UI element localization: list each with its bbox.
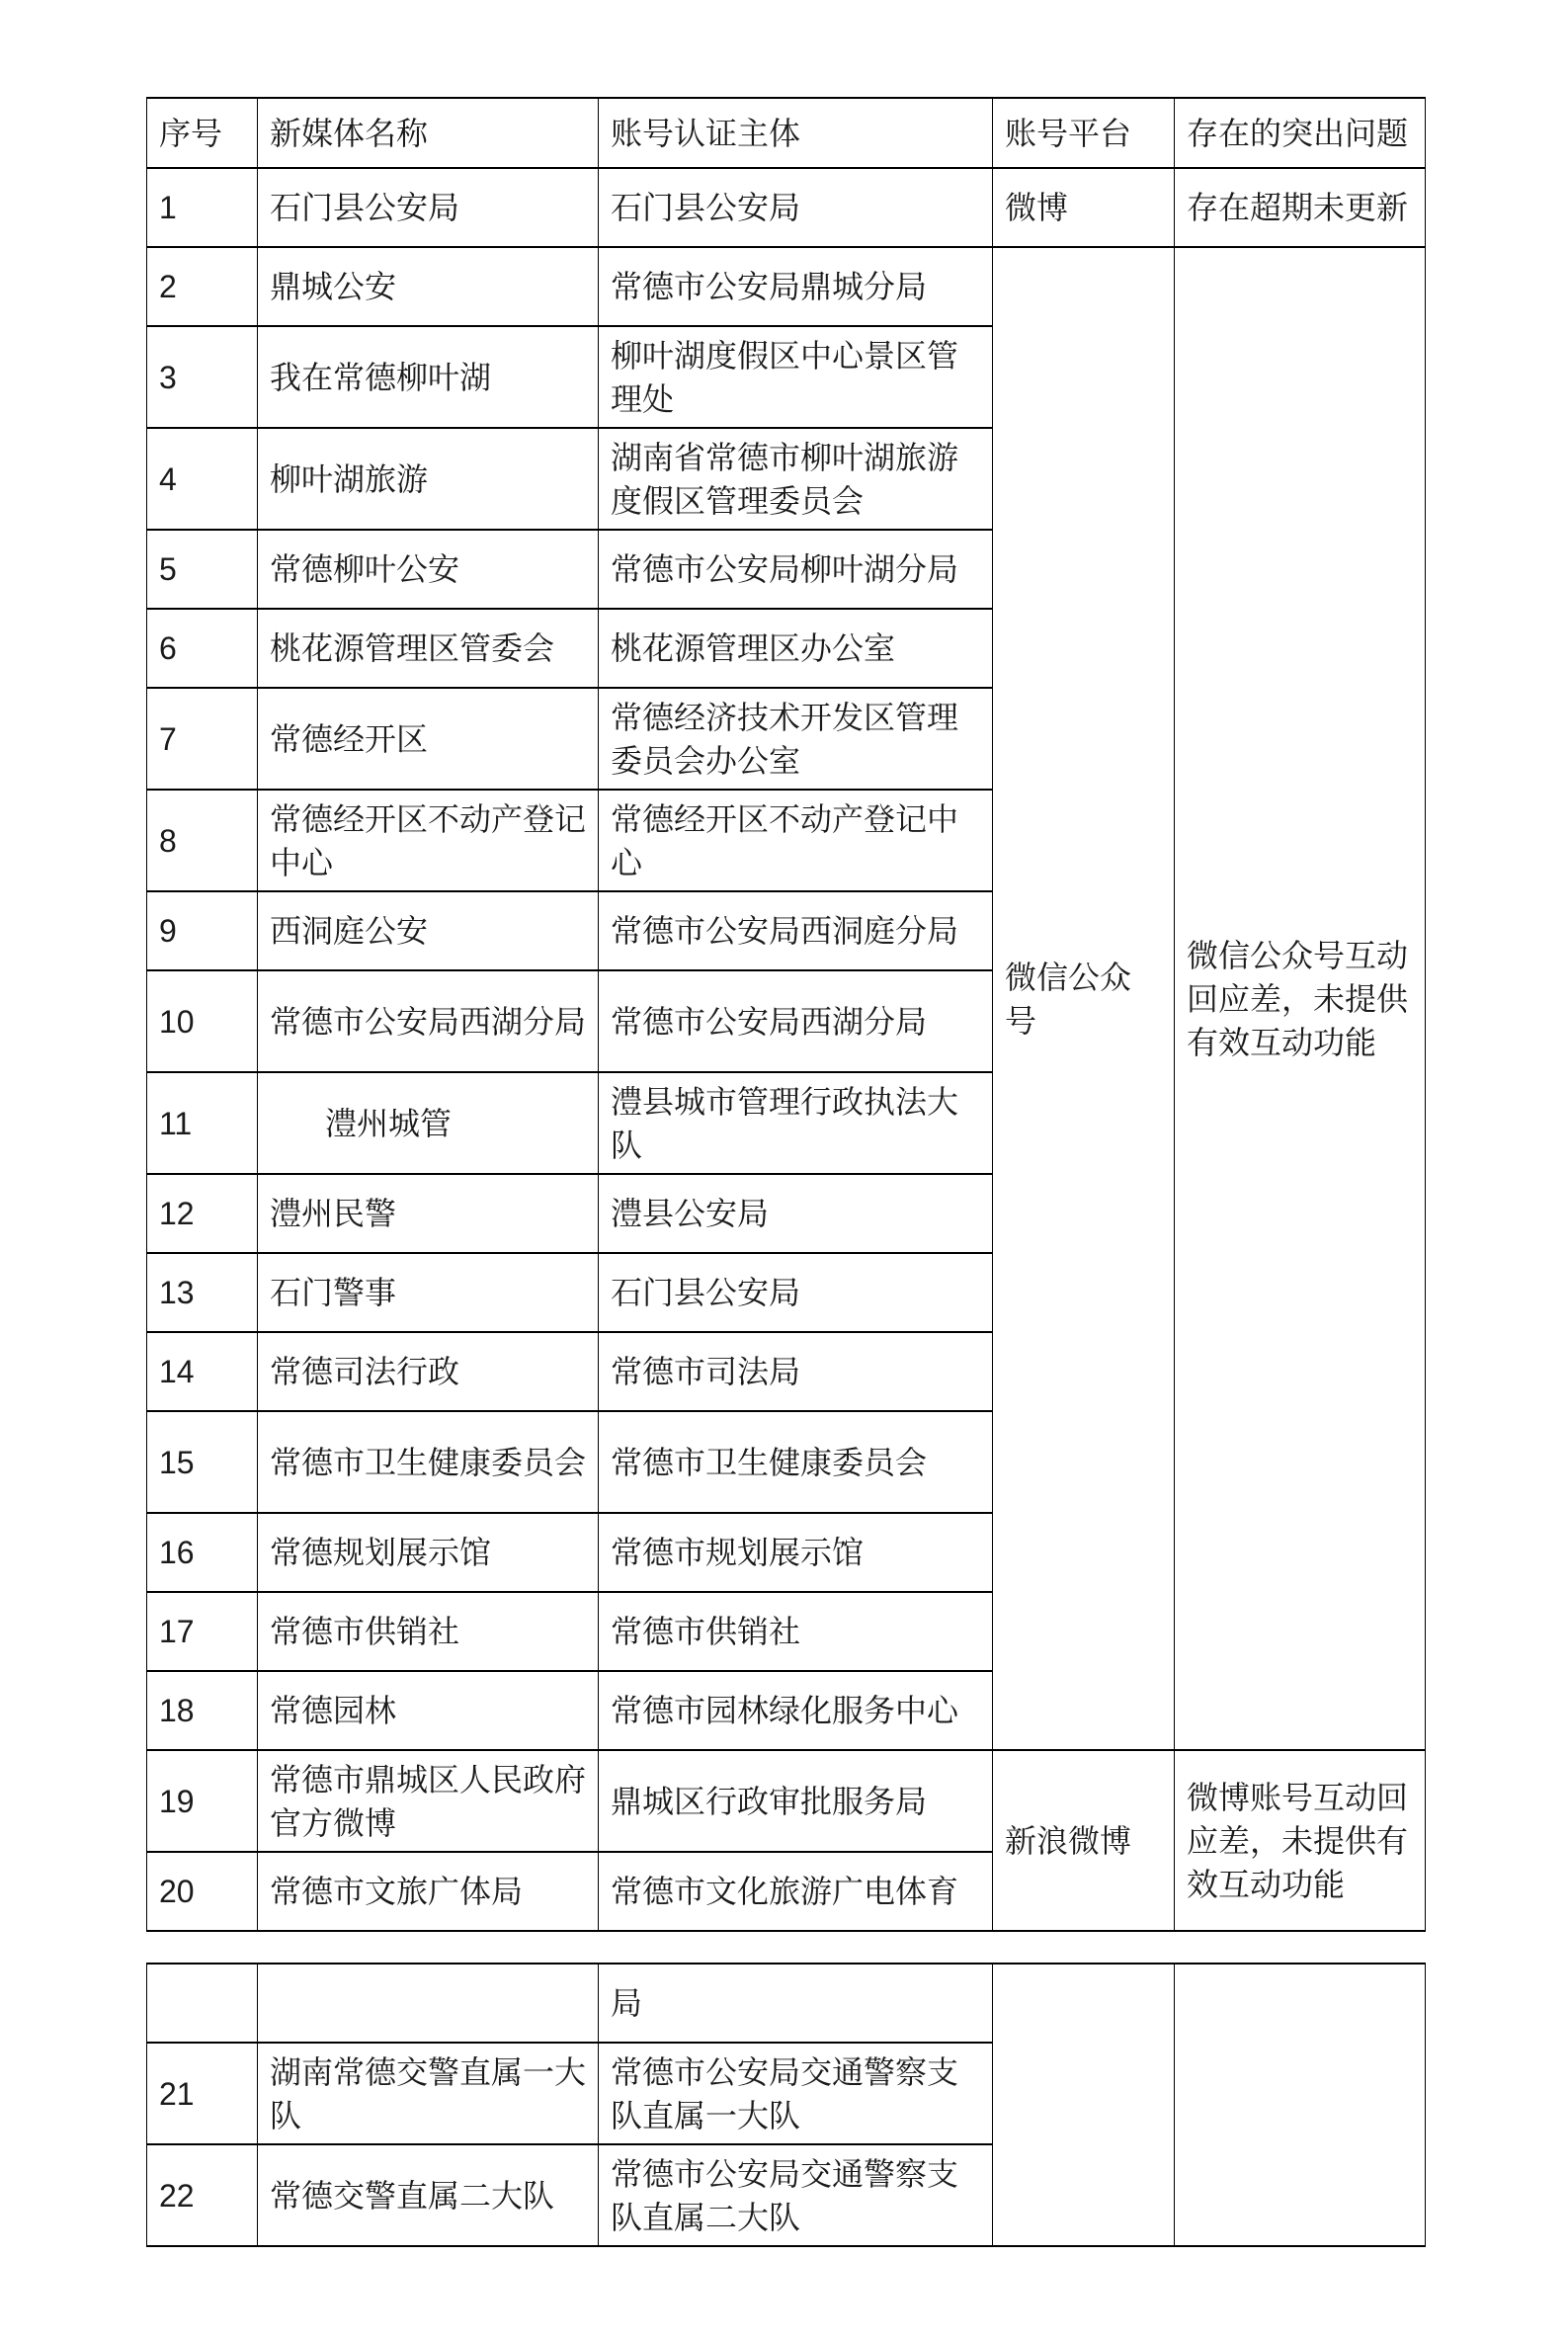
- cell-seq-empty: [147, 1964, 258, 2043]
- cell-entity: 常德市供销社: [599, 1592, 993, 1671]
- cell-entity: 常德市园林绿化服务中心: [599, 1671, 993, 1750]
- document-page: [146, 97, 1431, 2247]
- cell-seq: 13: [147, 1253, 258, 1332]
- cell-entity: 鼎城区行政审批服务局: [599, 1750, 993, 1852]
- cell-media-name: 柳叶湖旅游: [258, 428, 599, 530]
- cell-entity: 石门县公安局: [599, 168, 993, 247]
- cell-media-name: 常德交警直属二大队: [258, 2144, 599, 2246]
- header-platform: 账号平台: [993, 98, 1175, 168]
- cell-platform-empty: [993, 1964, 1175, 2246]
- cell-problem-merged-sina: 微博账号互动回应差，未提供有效互动功能: [1175, 1750, 1426, 1931]
- cell-entity: 湖南省常德市柳叶湖旅游度假区管理委员会: [599, 428, 993, 530]
- cell-seq: 18: [147, 1671, 258, 1750]
- cell-media-name: 常德园林: [258, 1671, 599, 1750]
- cell-seq: 3: [147, 326, 258, 428]
- cell-entity: 常德市卫生健康委员会: [599, 1411, 993, 1513]
- table-row: [147, 1750, 1426, 1852]
- cell-media-name: 石门警事: [258, 1253, 599, 1332]
- cell-media-name: 常德经开区不动产登记中心: [258, 790, 599, 891]
- table-row: [147, 168, 1426, 247]
- cell-seq: 14: [147, 1332, 258, 1411]
- cell-entity: 常德市规划展示馆: [599, 1513, 993, 1592]
- cell-media-name: 常德市鼎城区人民政府官方微博: [258, 1750, 599, 1852]
- cell-seq: 9: [147, 891, 258, 970]
- cell-media-name: 湖南常德交警直属一大队: [258, 2043, 599, 2144]
- cell-entity: 常德市公安局交通警察支队直属二大队: [599, 2144, 993, 2246]
- cell-problem-merged-wechat: 微信公众号互动回应差，未提供有效互动功能: [1175, 247, 1426, 1750]
- cell-media-name: 澧州民警: [258, 1174, 599, 1253]
- header-media-name: 新媒体名称: [258, 98, 599, 168]
- cell-seq: 10: [147, 970, 258, 1072]
- cell-entity: 常德经开区不动产登记中心: [599, 790, 993, 891]
- cell-entity: 常德市公安局交通警察支队直属一大队: [599, 2043, 993, 2144]
- cell-platform: 微博: [993, 168, 1175, 247]
- cell-seq: 19: [147, 1750, 258, 1852]
- cell-entity: 常德市司法局: [599, 1332, 993, 1411]
- cell-entity-fragment: 局: [599, 1964, 993, 2043]
- cell-seq: 20: [147, 1852, 258, 1931]
- table-row: [147, 247, 1426, 326]
- cell-entity: 澧县城市管理行政执法大队: [599, 1072, 993, 1174]
- cell-entity: 常德市公安局西洞庭分局: [599, 891, 993, 970]
- cell-seq: 2: [147, 247, 258, 326]
- cell-platform-merged-wechat: 微信公众号: [993, 247, 1175, 1750]
- cell-platform-merged-sina: 新浪微博: [993, 1750, 1175, 1931]
- cell-problem-empty: [1175, 1964, 1426, 2246]
- table-header-row: [147, 98, 1426, 168]
- cell-media-name: 常德市文旅广体局: [258, 1852, 599, 1931]
- media-accounts-table-continued: [146, 1963, 1426, 2247]
- cell-media-name: 常德规划展示馆: [258, 1513, 599, 1592]
- cell-entity: 澧县公安局: [599, 1174, 993, 1253]
- header-problem: 存在的突出问题: [1175, 98, 1426, 168]
- media-accounts-table: [146, 97, 1426, 1932]
- cell-media-name: 常德柳叶公安: [258, 530, 599, 609]
- cell-seq: 1: [147, 168, 258, 247]
- page-break-gap: [146, 1932, 1431, 1963]
- cell-seq: 6: [147, 609, 258, 688]
- cell-media-name: 常德市供销社: [258, 1592, 599, 1671]
- cell-entity: 石门县公安局: [599, 1253, 993, 1332]
- cell-seq: 5: [147, 530, 258, 609]
- cell-media-name: 鼎城公安: [258, 247, 599, 326]
- cell-seq: 4: [147, 428, 258, 530]
- cell-media-name: 石门县公安局: [258, 168, 599, 247]
- cell-seq: 12: [147, 1174, 258, 1253]
- cell-media-name: 常德市卫生健康委员会: [258, 1411, 599, 1513]
- cell-media-name: 常德市公安局西湖分局: [258, 970, 599, 1072]
- table-row-continuation: [147, 1964, 1426, 2043]
- cell-seq: 11: [147, 1072, 258, 1174]
- cell-media-name: 桃花源管理区管委会: [258, 609, 599, 688]
- cell-entity: 柳叶湖度假区中心景区管理处: [599, 326, 993, 428]
- cell-seq: 15: [147, 1411, 258, 1513]
- cell-seq: 21: [147, 2043, 258, 2144]
- cell-entity: 常德经济技术开发区管理委员会办公室: [599, 688, 993, 790]
- cell-media-name: 西洞庭公安: [258, 891, 599, 970]
- cell-seq: 22: [147, 2144, 258, 2246]
- cell-seq: 7: [147, 688, 258, 790]
- cell-media-name: 常德经开区: [258, 688, 599, 790]
- cell-entity: 桃花源管理区办公室: [599, 609, 993, 688]
- header-seq: 序号: [147, 98, 258, 168]
- cell-media-name: 澧州城管: [258, 1072, 599, 1174]
- header-entity: 账号认证主体: [599, 98, 993, 168]
- cell-entity: 常德市文化旅游广电体育: [599, 1852, 993, 1931]
- cell-seq: 16: [147, 1513, 258, 1592]
- cell-entity: 常德市公安局柳叶湖分局: [599, 530, 993, 609]
- cell-problem: 存在超期未更新: [1175, 168, 1426, 247]
- cell-entity: 常德市公安局西湖分局: [599, 970, 993, 1072]
- cell-media-name: 常德司法行政: [258, 1332, 599, 1411]
- cell-entity: 常德市公安局鼎城分局: [599, 247, 993, 326]
- cell-media-name: 我在常德柳叶湖: [258, 326, 599, 428]
- cell-seq: 17: [147, 1592, 258, 1671]
- cell-media-name-empty: [258, 1964, 599, 2043]
- cell-seq: 8: [147, 790, 258, 891]
